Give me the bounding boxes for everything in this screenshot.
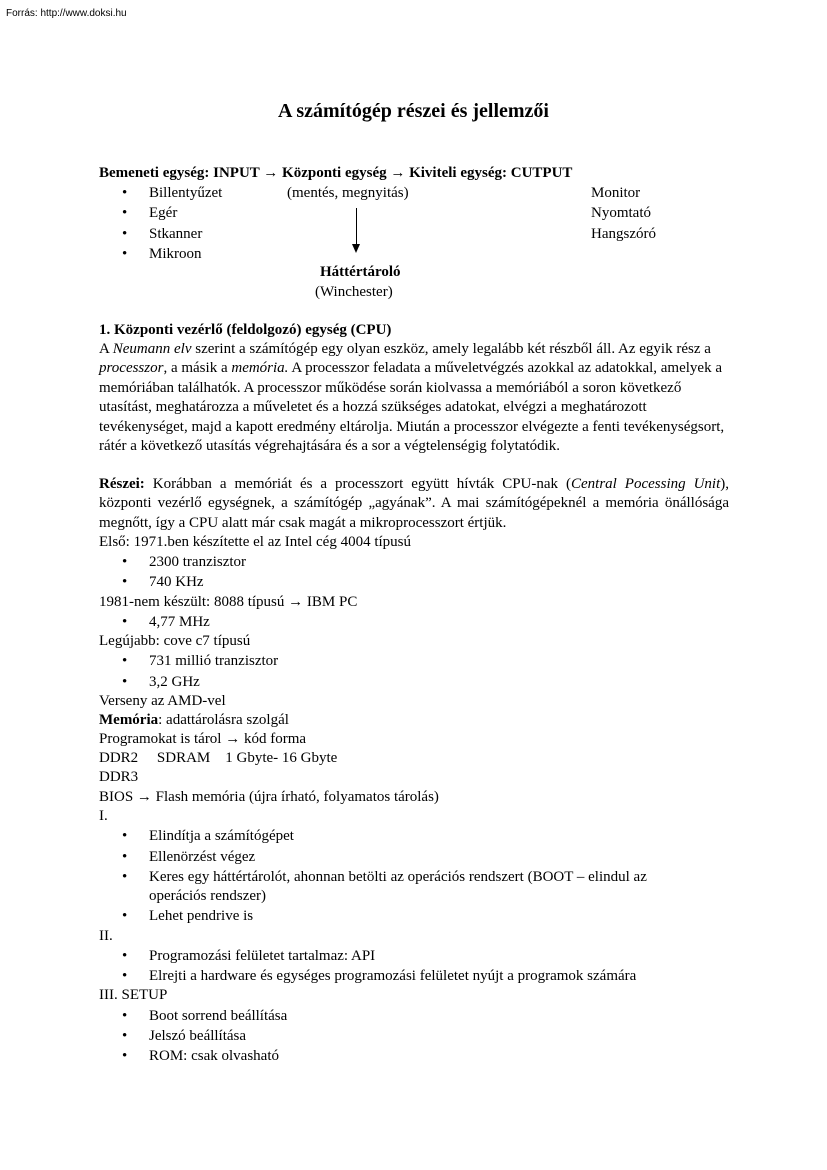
line-1981: 1981-nem készült: 8088 típusú → IBM PC <box>99 594 358 610</box>
section-heading: III. SETUP <box>99 987 168 1003</box>
source-label: Forrás: http://www.doksi.hu <box>6 8 127 19</box>
storage-note: (Winchester) <box>315 284 393 300</box>
io-line: Bemeneti egység: INPUT → Központi egység → Kiviteli egység: CUTPUT <box>99 165 573 181</box>
bios-line: BIOS → Flash memória (újra írható, folyamatos tárolás) <box>99 789 439 805</box>
section-heading: I. <box>99 808 108 824</box>
first-line: Első: 1971.ben készítette el az Intel cég 4004 típusú <box>99 534 411 550</box>
output-item: Hangszóró <box>591 226 656 242</box>
reszei-paragraph: Részei: Korábban a memóriát és a processzort együtt hívták CPU-nak (Central Pocessing Unit), központi vezérlő egységnek, a számítógép „agyának”. A mai számítógépeknél a memória önállósága megnőtt, így a CPU alatt már csak magát a mikroprocesszort értjük. <box>99 476 729 531</box>
ddr3-line: DDR3 <box>99 769 139 785</box>
cpu-paragraph: A Neumann elv szerint a számítógép egy olyan eszköz, amely legalább két részből áll. Az egyik rész a processzor, a másik a memória. A processzor feladata a műveletvégzés azokkal az adatokkal, amelyek a memóriában találhatók. A processzor működése során kiolvassa a memóriából a soron következő utasítást, meghatározza a műveletet és a hozzá szükséges adatokat, elvégzi a meghatározott tevékenységet, majd a kapott eredmény eltárolja. Miután a processzor elvégezte a fenti tevékenységsort, rátér a következő utasítás végrehajtására és a sor a végtelenségig folytatódik. <box>99 341 725 455</box>
section-heading: II. <box>99 928 113 944</box>
central-note: (mentés, megnyitás) <box>287 185 409 201</box>
programs-line: Programokat is tárol → kód forma <box>99 731 307 747</box>
amd-line: Verseny az AMD-vel <box>99 693 226 709</box>
arrow-down-icon <box>356 208 358 248</box>
page-title: A számítógép részei és jellemzői <box>277 100 549 122</box>
memoria-line: Memória: adattárolásra szolgál <box>99 712 289 728</box>
cpu-heading: 1. Központi vezérlő (feldolgozó) egység (CPU) <box>99 322 392 338</box>
output-item: Nyomtató <box>591 205 651 221</box>
storage-title: Háttértároló <box>320 264 401 280</box>
output-item: Monitor <box>591 185 641 201</box>
ddr2-line: DDR2 SDRAM 1 Gbyte- 16 Gbyte <box>99 750 338 766</box>
newest-line: Legújabb: cove c7 típusú <box>99 633 251 649</box>
